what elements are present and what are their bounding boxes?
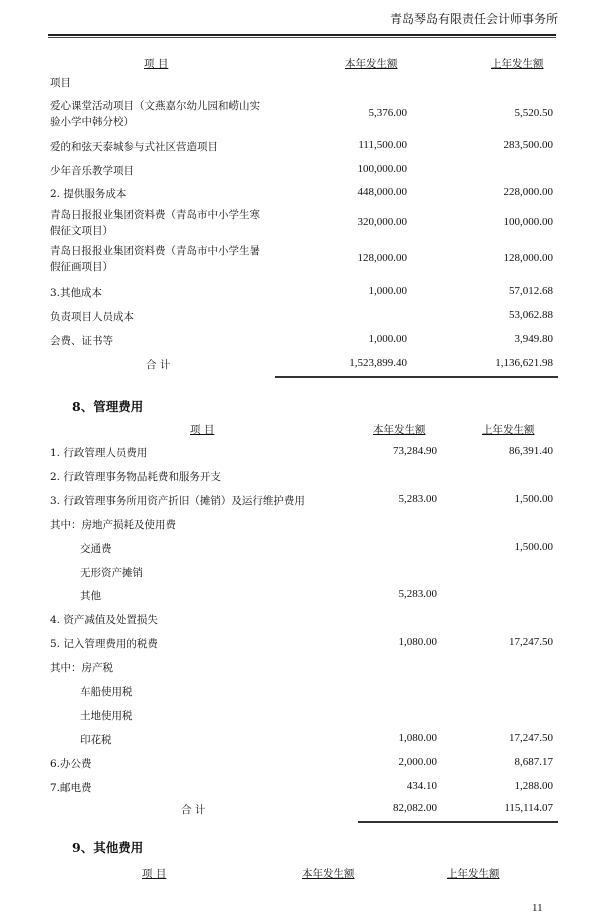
- col-header-current: 本年发生额: [345, 58, 398, 70]
- col-header-prior: 上年发生额: [482, 424, 535, 436]
- current-amount: 111,500.00: [358, 139, 407, 151]
- row-label: 车船使用税: [80, 686, 133, 698]
- page-number: 11: [532, 902, 543, 914]
- total-label: 合 计: [146, 359, 171, 371]
- section-9-title: 9、其他费用: [72, 840, 144, 855]
- prior-amount: 57,012.68: [509, 285, 553, 297]
- row-label: 青岛日报报业集团资料费（青岛市中小学生暑 假征画项目）: [50, 245, 260, 273]
- col-header-item: 项 目: [142, 868, 167, 880]
- total-prior: 1,136,621.98: [495, 357, 553, 369]
- current-amount: 1,000.00: [368, 333, 407, 345]
- row-label: 5. 记入管理费用的税费: [50, 638, 158, 651]
- header-rule: [48, 34, 556, 36]
- current-amount: 100,000.00: [357, 163, 407, 175]
- prior-amount: 8,687.17: [514, 755, 553, 768]
- row-label: 青岛日报报业集团资料费（青岛市中小学生寒 假征文项目）: [50, 209, 260, 237]
- prior-amount: 3,949.80: [514, 333, 553, 345]
- row-label: 土地使用税: [80, 709, 133, 722]
- current-amount: 73,284.90: [393, 445, 437, 457]
- row-label: 3. 行政管理事务所用资产折旧（摊销）及运行维护费用: [50, 494, 305, 507]
- prior-amount: 17,247.50: [509, 636, 553, 649]
- row-label: 负责项目人员成本: [50, 311, 134, 323]
- row-label: 其中：房地产损耗及使用费: [50, 518, 176, 531]
- prior-amount: 1,288.00: [514, 779, 553, 792]
- prior-amount: 1,500.00: [514, 492, 553, 505]
- current-amount: 434.10: [406, 779, 437, 792]
- prior-amount: 128,000.00: [503, 252, 553, 264]
- row-label: 3.其他成本: [50, 287, 103, 299]
- current-amount: 128,000.00: [357, 252, 407, 264]
- total-underline: [275, 376, 558, 378]
- current-amount: 5,283.00: [398, 588, 437, 601]
- total-label: 合 计: [181, 804, 206, 816]
- row-label: 爱的和弦天泰城参与式社区营造项目: [50, 141, 218, 153]
- row-label: 其中：房产税: [50, 662, 113, 675]
- total-prior: 115,114.07: [504, 802, 553, 814]
- current-amount: 320,000.00: [357, 216, 407, 228]
- current-amount: 2,000.00: [398, 755, 437, 768]
- current-amount: 1,080.00: [398, 636, 437, 649]
- row-label: 1. 行政管理人员费用: [50, 447, 148, 459]
- col-header-item: 项 目: [144, 58, 169, 70]
- col-header-prior: 上年发生额: [447, 868, 500, 880]
- prior-amount: 100,000.00: [503, 216, 553, 228]
- row-label: 少年音乐教学项目: [50, 165, 134, 177]
- row-label: 无形资产摊销: [80, 566, 143, 579]
- row-label: 交通费: [80, 542, 112, 555]
- total-current: 1,523,899.40: [349, 357, 407, 369]
- prior-amount: 1,500.00: [514, 540, 553, 553]
- current-amount: 5,376.00: [368, 107, 407, 119]
- prior-amount: 283,500.00: [503, 139, 553, 151]
- row-label: 6.办公费: [50, 757, 92, 770]
- prior-amount: 17,247.50: [509, 731, 553, 744]
- prior-amount: 53,062.88: [509, 309, 553, 321]
- col-header-item: 项 目: [190, 424, 215, 436]
- current-amount: 1,000.00: [368, 285, 407, 297]
- current-amount: 448,000.00: [357, 186, 407, 198]
- row-label: 会费、证书等: [50, 335, 113, 347]
- section-8-title: 8、管理费用: [72, 399, 144, 414]
- prior-amount: 5,520.50: [514, 107, 553, 119]
- total-underline: [358, 821, 558, 823]
- current-amount: 1,080.00: [398, 731, 437, 744]
- row-label: 印花税: [80, 733, 112, 746]
- row-label: 项目: [50, 77, 71, 89]
- col-header-current: 本年发生额: [373, 424, 426, 436]
- row-label: 2. 提供服务成本: [50, 188, 127, 200]
- col-header-prior: 上年发生额: [491, 58, 544, 70]
- row-label: 4. 资产减值及处置损失: [50, 614, 158, 627]
- total-current: 82,082.00: [393, 802, 437, 814]
- row-label: 其他: [80, 590, 101, 603]
- col-header-current: 本年发生额: [302, 868, 355, 880]
- prior-amount: 86,391.40: [509, 445, 553, 457]
- row-label: 爱心课堂活动项目（文燕嘉尔幼儿园和崂山实 验小学中韩分校）: [50, 100, 260, 128]
- prior-amount: 228,000.00: [503, 186, 553, 198]
- row-label: 2. 行政管理事务物品耗费和服务开支: [50, 470, 221, 483]
- current-amount: 5,283.00: [398, 492, 437, 505]
- header-rule-thin: [48, 37, 556, 38]
- row-label: 7.邮电费: [50, 781, 92, 794]
- firm-name-header: 青岛琴岛有限责任会计师事务所: [389, 12, 558, 26]
